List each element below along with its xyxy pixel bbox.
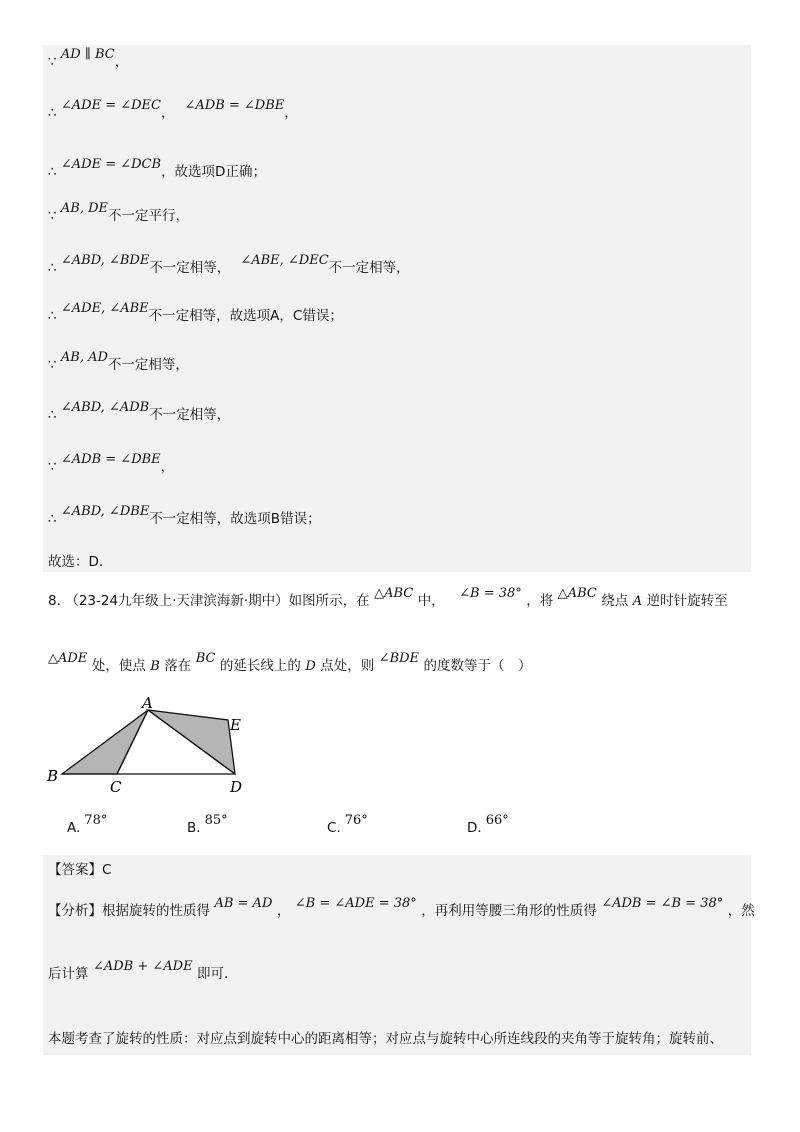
- solution-text: 不一定相等，: [328, 260, 410, 276]
- solution-text: ∴: [48, 105, 61, 121]
- solution-line: [48, 98, 298, 123]
- answer-value: C: [102, 862, 112, 878]
- math-point-a: A: [632, 594, 643, 609]
- solution-line: [48, 350, 189, 375]
- math-angle-b: ∠B = 38°: [459, 586, 522, 601]
- label-c: C: [110, 778, 122, 796]
- question-text: 点处，则: [320, 658, 375, 674]
- question-text: 中，: [417, 593, 445, 609]
- solution-text: 不一定相等，: [107, 357, 189, 373]
- solution-text: ，: [114, 54, 129, 70]
- option-value: 76°: [344, 813, 368, 828]
- solution-text: ∴: [48, 164, 61, 180]
- question-text: 处，使点: [91, 658, 146, 674]
- solution-text: ∴: [48, 260, 61, 276]
- option-value: 85°: [204, 813, 228, 828]
- solution-text: ∵: [48, 357, 61, 373]
- math-point-b: B: [150, 659, 160, 674]
- option-c[interactable]: [327, 813, 368, 836]
- math-expression: ∠ADE = ∠DCB: [60, 157, 162, 172]
- label-a: A: [142, 694, 153, 712]
- solution-text: ∴: [48, 407, 61, 423]
- option-letter: C.: [327, 820, 341, 836]
- math-angle-adb: ∠ADB = ∠B = 38°: [601, 896, 724, 911]
- question-source: （23-24九年级上·天津滨海新·期中）如图所示，在: [65, 593, 370, 609]
- analysis-line-1: [48, 896, 755, 921]
- option-d[interactable]: [467, 813, 509, 836]
- math-expression: AB, DE: [60, 201, 109, 216]
- math-angle-bde: ∠BDE: [378, 651, 420, 666]
- solution-text: ，: [161, 105, 175, 121]
- option-letter: B.: [187, 820, 201, 836]
- question-text: 绕点: [601, 593, 629, 609]
- math-expression: ∠ADE, ∠ABE: [60, 301, 149, 316]
- shaded-region-left: [62, 710, 148, 774]
- analysis-text: 根据旋转的性质得: [102, 903, 210, 919]
- question-text: 落在: [164, 658, 192, 674]
- answer-label: 【答案】: [48, 862, 102, 878]
- solution-text: 不一定相等，故选项A，C错误；: [148, 308, 343, 324]
- analysis-text: ，: [276, 903, 291, 919]
- question-text: ，将: [526, 593, 554, 609]
- geometry-figure: [44, 694, 254, 798]
- math-expression: AD ∥ BC: [60, 47, 115, 62]
- option-letter: A.: [67, 820, 81, 836]
- solution-text: ∵: [48, 208, 61, 224]
- solution-text: 不一定相等，故选项B错误；: [149, 511, 321, 527]
- label-b: B: [47, 767, 59, 785]
- solution-text: ∴: [48, 308, 61, 324]
- math-expression: AB, AD: [60, 350, 108, 365]
- solution-line: [48, 504, 321, 529]
- solution-line: [48, 157, 266, 182]
- solution-line: [48, 253, 410, 278]
- math-triangle-ade: △ADE: [48, 651, 88, 666]
- math-segment-bc: BC: [195, 651, 216, 666]
- option-a[interactable]: [67, 813, 108, 836]
- label-e: E: [230, 716, 241, 734]
- math-angle-equality: ∠B = ∠ADE = 38°: [294, 896, 417, 911]
- option-letter: D.: [467, 820, 482, 836]
- math-expression: ∠ABD, ∠DBE: [60, 504, 150, 519]
- math-expression: ∠ADB = ∠DBE: [60, 452, 161, 467]
- solution-text: ∴: [48, 511, 61, 527]
- math-expression: ∠ABD, ∠BDE: [60, 253, 150, 268]
- solution-line: [48, 301, 343, 326]
- option-value: 66°: [485, 813, 509, 828]
- question-text: 逆时针旋转至: [646, 593, 728, 609]
- solution-text: ∵: [48, 459, 61, 475]
- math-angle-sum: ∠ADB + ∠ADE: [92, 959, 193, 974]
- analysis-label: 【分析】: [48, 903, 102, 919]
- solution-line: [48, 201, 190, 226]
- math-expression: ∠ADB = ∠DBE: [184, 98, 285, 113]
- label-d: D: [230, 778, 243, 796]
- answer-line: [48, 861, 111, 879]
- question-number: 8.: [48, 593, 61, 609]
- math-triangle-abc: △ABC: [374, 586, 414, 601]
- solution-text: ，故选项D正确；: [161, 164, 266, 180]
- solution-text: 不一定相等，: [149, 260, 231, 276]
- math-point-d: D: [305, 659, 316, 674]
- solution-text: ，: [284, 105, 298, 121]
- math-expression: ∠ADE = ∠DEC: [60, 98, 161, 113]
- solution-text: ，: [160, 459, 175, 475]
- question-text: 的度数等于（ ）: [423, 658, 532, 674]
- math-expression: ∠ABD, ∠ADB: [60, 400, 150, 415]
- solution-text: 不一定相等，: [149, 407, 231, 423]
- analysis-text: 后计算: [48, 966, 89, 982]
- math-triangle-abc-2: △ABC: [557, 586, 597, 601]
- analysis-shade: [43, 855, 751, 1055]
- solution-text: ∵: [48, 54, 61, 70]
- question-8-line-1: [48, 586, 728, 611]
- option-value: 78°: [84, 813, 108, 828]
- conclusion: 故选：D.: [48, 554, 104, 570]
- option-b[interactable]: [187, 813, 228, 836]
- question-8-line-2: [48, 651, 532, 676]
- analysis-line-2: [48, 959, 229, 984]
- solution-line: [48, 400, 231, 425]
- solution-line: [48, 47, 129, 72]
- solution-text: 不一定平行，: [108, 208, 190, 224]
- analysis-text: ，然: [727, 903, 755, 919]
- analysis-text: 即可.: [197, 966, 229, 982]
- math-ab-eq-ad: AB = AD: [214, 896, 273, 911]
- math-expression: ∠ABE, ∠DEC: [240, 253, 329, 268]
- question-text: 的延长线上的: [219, 658, 301, 674]
- analysis-line-3: 本题考查了旋转的性质：对应点到旋转中心的距离相等；对应点与旋转中心所连线段的夹角等于旋转角；旋转前、: [48, 1031, 723, 1047]
- analysis-text: ，再利用等腰三角形的性质得: [421, 903, 597, 919]
- solution-line: [48, 452, 175, 477]
